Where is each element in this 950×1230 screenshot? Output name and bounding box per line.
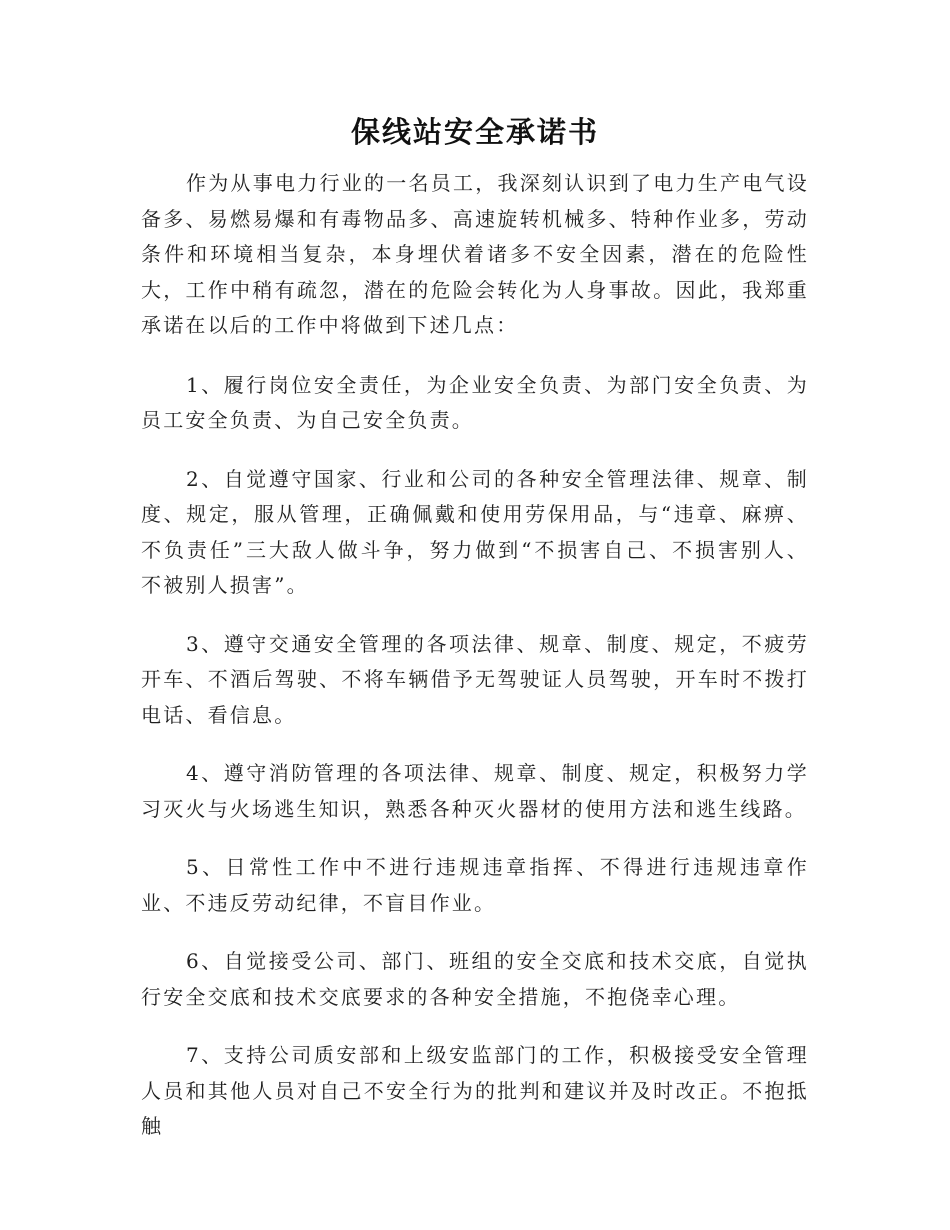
commitment-item-2: 2、自觉遵守国家、行业和公司的各种安全管理法律、规章、制度、规定，服从管理，正确佩戴和使用劳保用品，与“违章、麻痹、不负责任”三大敌人做斗争，努力做到“不损害自己、不损害别人、不被别人损害”。 [141,466,809,597]
intro-paragraph: 作为从事电力行业的一名员工，我深刻认识到了电力生产电气设备多、易燃易爆和有毒物品多、高速旋转机械多、特种作业多，劳动条件和环境相当复杂，本身埋伏着诸多不安全因素，潜在的危险性大，工作中稍有疏忽，潜在的危险会转化为人身事故。因此，我郑重承诺在以后的工作中将做到下述几点： [141,171,809,337]
document-title: 保线站安全承诺书 [350,115,599,149]
commitment-item-4: 4、遵守消防管理的各项法律、规章、制度、规定，积极努力学习灭火与火场逃生知识，熟悉各种灭火器材的使用方法和逃生线路。 [141,761,809,821]
commitment-item-1: 1、履行岗位安全责任，为企业安全负责、为部门安全负责、为员工安全负责、为自己安全负责。 [141,372,809,432]
commitment-item-5: 5、日常性工作中不进行违规违章指挥、不得进行违规违章作业、不违反劳动纪律，不盲目作业。 [141,855,809,915]
document-body [141,166,809,1168]
commitment-item-7: 7、支持公司质安部和上级安监部门的工作，积极接受安全管理人员和其他人员对自己不安全行为的批判和建议并及时改正。不抱抵触 [141,1043,809,1138]
commitment-item-3: 3、遵守交通安全管理的各项法律、规章、制度、规定，不疲劳开车、不酒后驾驶、不将车辆借予无驾驶证人员驾驶，开车时不拨打电话、看信息。 [141,631,809,727]
commitment-item-6: 6、自觉接受公司、部门、班组的安全交底和技术交底，自觉执行安全交底和技术交底要求的各种安全措施，不抱侥幸心理。 [141,949,809,1009]
